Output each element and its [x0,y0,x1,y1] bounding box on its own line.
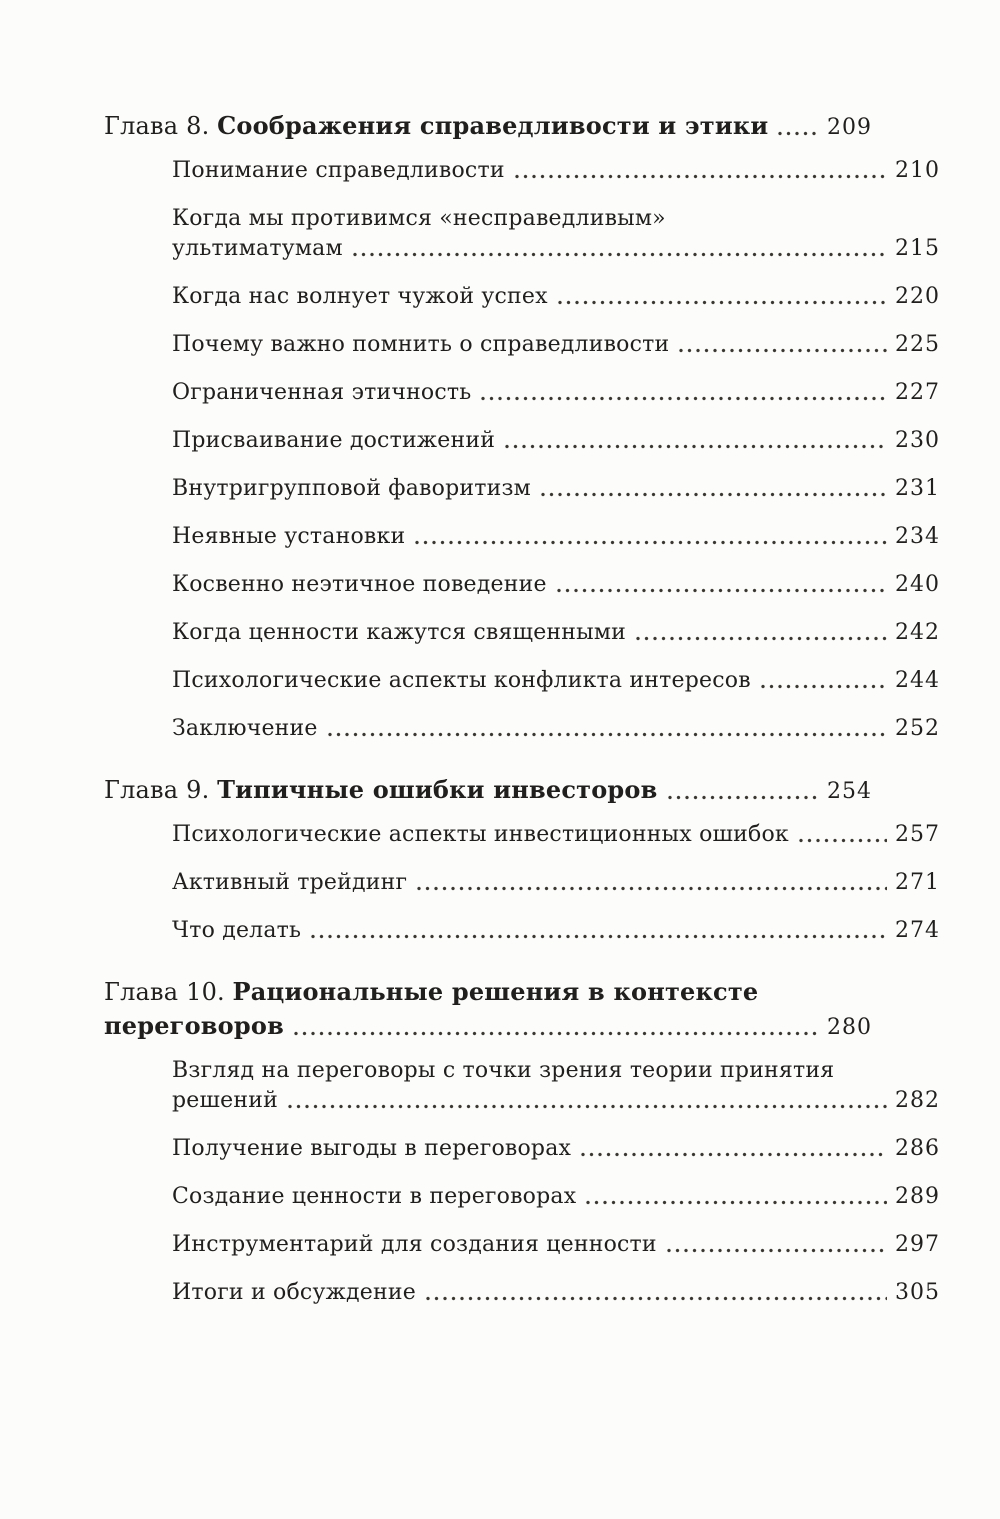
toc-entry-section [104,156,940,186]
toc-page-number: 289 [895,1184,940,1209]
toc-entry-section [104,916,940,946]
toc-page-number: 240 [895,572,940,597]
section-title: Психологические аспекты конфликта интересов [172,668,751,693]
section-title-line2: решений [172,1088,278,1113]
dot-leader [586,1200,887,1205]
section-title: Психологические аспекты инвестиционных ошибок [172,822,789,847]
section-title: Неявные установки [172,524,406,549]
toc-entry-title [104,109,768,143]
toc-page-number: 220 [895,284,940,309]
chapter-number-label: Глава 9. [104,776,210,804]
chapter-number-label: Глава 10. [104,978,225,1006]
toc-entry-section [104,378,940,408]
toc-page-number: 210 [895,158,940,183]
toc-entry-section [104,426,940,456]
dot-leader [294,1031,819,1036]
section-title: Активный трейдинг [172,870,408,895]
dot-leader [668,795,820,800]
dot-leader [328,732,887,737]
dot-leader [417,886,887,891]
toc-page-number: 282 [895,1088,940,1113]
section-title: Ограниченная этичность [172,380,472,405]
toc-page-number: 274 [895,918,940,943]
toc-entry-section [104,282,940,312]
toc-entry-section [104,1278,940,1308]
table-of-contents [104,98,940,1326]
dot-leader [288,1104,887,1109]
toc-page-number: 242 [895,620,940,645]
dot-leader [799,838,887,843]
dot-leader [778,131,819,136]
dot-leader [557,588,887,593]
dot-leader [679,348,887,353]
toc-page-number: 225 [895,332,940,357]
dot-leader [415,540,887,545]
dot-leader [667,1248,887,1253]
section-title: Создание ценности в переговорах [172,1184,577,1209]
toc-entry-chapter-10 [104,975,872,1043]
toc-page-number: 227 [895,380,940,405]
section-title: Присваивание достижений [172,428,496,453]
dot-leader [515,174,887,179]
toc-entry-section [104,330,940,360]
section-title-line2: ультиматумам [172,236,343,261]
dot-leader [481,396,887,401]
chapter-number-label: Глава 8. [104,112,210,140]
dot-leader [426,1296,887,1301]
section-title: Инструментарий для создания ценности [172,1232,657,1257]
toc-page-number: 252 [895,716,940,741]
toc-page-number: 215 [895,236,940,261]
dot-leader [761,684,887,689]
toc-page-number: 280 [827,1015,872,1040]
dot-leader [505,444,887,449]
toc-entry-title-line1 [104,975,872,1009]
toc-entry-section [104,1230,940,1260]
toc-page-number: 257 [895,822,940,847]
toc-page-number: 297 [895,1232,940,1257]
toc-entry-chapter-9 [104,773,872,807]
toc-entry-section [104,1134,940,1164]
toc-page-number: 271 [895,870,940,895]
dot-leader [541,492,887,497]
chapter-title: Соображения справедливости и этики [217,111,769,140]
chapter-title: Типичные ошибки инвесторов [217,775,658,804]
toc-entry-chapter-8 [104,109,872,143]
section-title: Что делать [172,918,302,943]
toc-entry-section [104,474,940,504]
section-title: Когда нас волнует чужой успех [172,284,548,309]
toc-entry-section [104,820,940,850]
section-title-line1: Взгляд на переговоры с точки зрения теории принятия [172,1058,835,1083]
toc-page-number: 230 [895,428,940,453]
dot-leader [311,934,887,939]
section-title: Понимание справедливости [172,158,505,183]
section-title: Почему важно помнить о справедливости [172,332,670,357]
toc-page-number: 244 [895,668,940,693]
toc-entry-section [104,1182,940,1212]
section-title: Заключение [172,716,318,741]
toc-entry-title [104,773,658,807]
toc-page-number: 254 [827,779,872,804]
toc-entry-section [104,714,940,744]
toc-entry-section [104,522,940,552]
chapter-title-line2: переговоров [104,1011,284,1040]
dot-leader [636,636,887,641]
dot-leader [353,252,887,257]
toc-entry-section [104,570,940,600]
toc-page-number: 209 [827,115,872,140]
section-title: Косвенно неэтичное поведение [172,572,547,597]
section-title: Получение выгоды в переговорах [172,1136,572,1161]
section-title: Итоги и обсуждение [172,1280,416,1305]
toc-entry-section [104,868,940,898]
toc-page-number: 234 [895,524,940,549]
chapter-title-line1: Рациональные решения в контексте [232,977,759,1006]
dot-leader [558,300,887,305]
toc-entry-section [104,666,940,696]
toc-page-number: 231 [895,476,940,501]
section-title: Внутригрупповой фаворитизм [172,476,531,501]
dot-leader [581,1152,887,1157]
toc-page-number: 305 [895,1280,940,1305]
toc-entry-section [104,204,940,264]
toc-entry-section [104,618,940,648]
toc-page-number: 286 [895,1136,940,1161]
section-title: Когда ценности кажутся священными [172,620,627,645]
section-title-line1: Когда мы противимся «несправедливым» [172,206,666,231]
toc-entry-section [104,1056,940,1116]
